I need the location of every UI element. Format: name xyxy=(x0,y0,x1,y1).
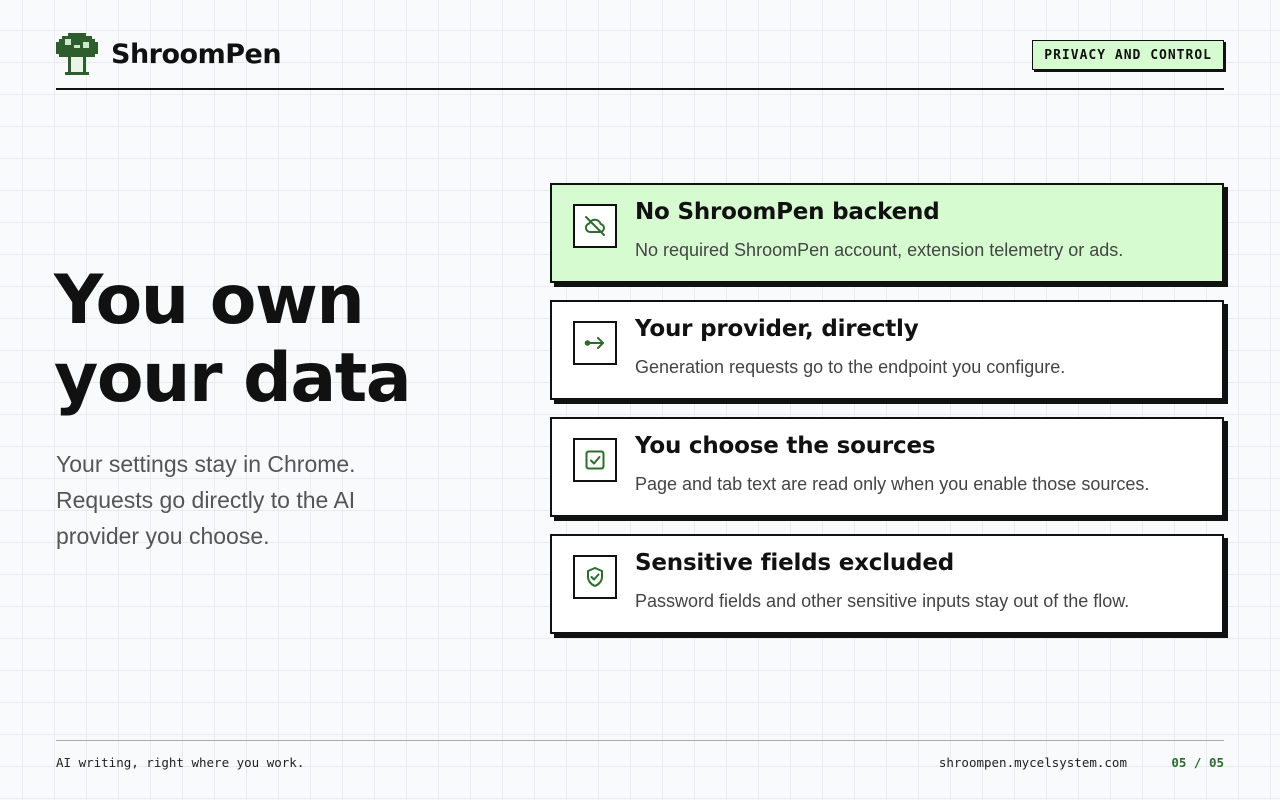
hero-title xyxy=(54,262,494,418)
hero-title-line-2: your data xyxy=(54,339,411,418)
section-badge: PRIVACY AND CONTROL xyxy=(1032,40,1224,70)
card-choose-sources xyxy=(550,417,1224,517)
page-number: 05 / 05 xyxy=(1171,755,1224,770)
cloud-off-icon xyxy=(573,204,617,248)
card-title: You choose the sources xyxy=(635,433,936,459)
hero-title-line-1: You own xyxy=(54,261,364,340)
footer xyxy=(56,740,1224,780)
card-description: Page and tab text are read only when you enable those sources. xyxy=(635,474,1150,494)
card-provider-directly xyxy=(550,300,1224,400)
mushroom-pixel-icon xyxy=(56,33,98,75)
brand-name: ShroomPen xyxy=(111,38,282,70)
card-description: No required ShroomPen account, extension telemetry or ads. xyxy=(635,240,1124,260)
checkbox-checked-icon xyxy=(573,438,617,482)
footer-url[interactable]: shroompen.mycelsystem.com xyxy=(938,755,1127,770)
card-sensitive-fields xyxy=(550,534,1224,634)
footer-tagline: AI writing, right where you work. xyxy=(56,755,305,770)
card-title: No ShroomPen backend xyxy=(635,199,940,225)
card-description: Generation requests go to the endpoint you configure. xyxy=(635,357,1066,377)
card-title: Your provider, directly xyxy=(635,316,919,342)
brand[interactable] xyxy=(56,33,281,75)
arrow-right-icon xyxy=(573,321,617,365)
card-description: Password fields and other sensitive inputs stay out of the flow. xyxy=(635,591,1130,611)
card-no-backend xyxy=(550,183,1224,283)
header xyxy=(56,30,1224,90)
shield-check-icon xyxy=(573,555,617,599)
card-title: Sensitive fields excluded xyxy=(635,550,954,576)
hero-subtitle: Your settings stay in Chrome. Requests go directly to the AI provider you choose. xyxy=(56,451,356,549)
